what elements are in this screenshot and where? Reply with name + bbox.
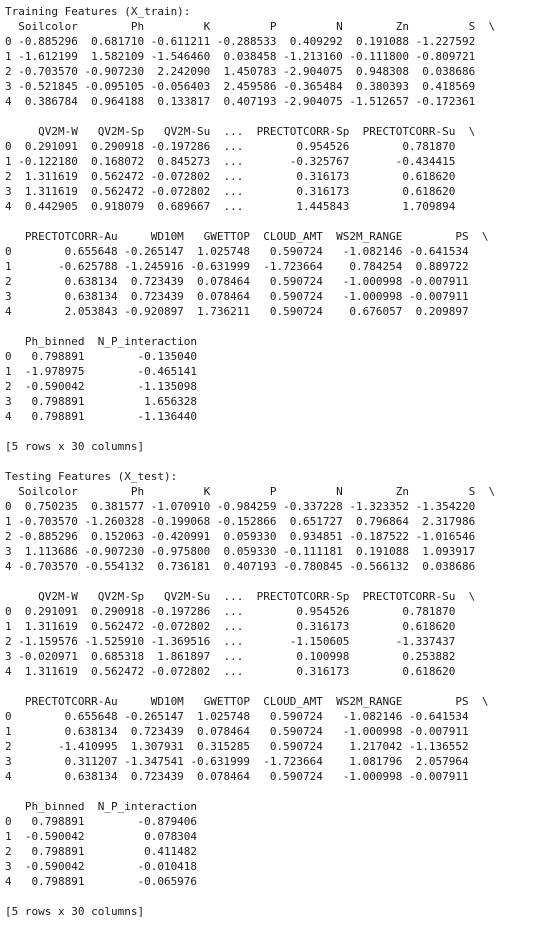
output-line: 3 1.113686 -0.907230 -0.975800 0.059330 -0.111181 0.191088 1.093917 [5,545,476,558]
blank-line [5,424,551,439]
output-line: Testing Features (X_test): [5,470,178,483]
output-line: 0 -0.885296 0.681710 -0.611211 -0.288533 0.409292 0.191088 -1.227592 [5,35,476,48]
blank-line [5,109,551,124]
output-line: 3 0.311207 -1.347541 -0.631999 -1.723664 1.081796 2.057964 [5,755,469,768]
output-line: 4 0.442905 0.918079 0.689667 ... 1.445843 1.709894 [5,200,456,213]
output-line: 3 1.311619 0.562472 -0.072802 ... 0.316173 0.618620 [5,185,456,198]
output-line: 0 0.655648 -0.265147 1.025748 0.590724 -1.082146 -0.641534 [5,245,469,258]
output-line: 1 -1.612199 1.582109 -1.546460 0.038458 -1.213160 -0.111800 -0.809721 [5,50,476,63]
output-line: 2 -0.703570 -0.907230 2.242090 1.450783 -2.904075 0.948308 0.038686 [5,65,476,78]
output-line: 2 0.638134 0.723439 0.078464 0.590724 -1.000998 -0.007911 [5,275,469,288]
output-line: 2 -0.590042 -1.135098 [5,380,198,393]
output-line: 4 -0.703570 -0.554132 0.736181 0.407193 -0.780845 -0.566132 0.038686 [5,560,476,573]
output-line: 2 -1.159576 -1.525910 -1.369516 ... -1.150605 -1.337437 [5,635,456,648]
output-line: Soilcolor Ph K P N Zn S \ [5,485,496,498]
blank-line [5,454,551,469]
output-line: 2 1.311619 0.562472 -0.072802 ... 0.316173 0.618620 [5,170,456,183]
output-line: 4 0.798891 -0.065976 [5,875,198,888]
output-line: [5 rows x 30 columns] [5,905,145,918]
output-line: Ph_binned N_P_interaction [5,800,198,813]
output-line: 1 -1.978975 -0.465141 [5,365,198,378]
output-line: 2 -0.885296 0.152063 -0.420991 0.059330 0.934851 -0.187522 -1.016546 [5,530,476,543]
output-line: 0 0.750235 0.381577 -1.070910 -0.984259 -0.337228 -1.323352 -1.354220 [5,500,476,513]
blank-line [5,319,551,334]
output-line: 2 0.798891 0.411482 [5,845,198,858]
output-line: 1 -0.122180 0.168072 0.845273 ... -0.325767 -0.434415 [5,155,456,168]
output-line: 3 -0.590042 -0.010418 [5,860,198,873]
output-line: Training Features (X_train): [5,5,191,18]
output-line: 4 1.311619 0.562472 -0.072802 ... 0.316173 0.618620 [5,665,456,678]
output-line: 0 0.655648 -0.265147 1.025748 0.590724 -1.082146 -0.641534 [5,710,469,723]
output-line: 2 -1.410995 1.307931 0.315285 0.590724 1.217042 -1.136552 [5,740,469,753]
output-line: 3 -0.020971 0.685318 1.861897 ... 0.100998 0.253882 [5,650,456,663]
output-line: 1 1.311619 0.562472 -0.072802 ... 0.316173 0.618620 [5,620,456,633]
output-line: 1 0.638134 0.723439 0.078464 0.590724 -1.000998 -0.007911 [5,725,469,738]
blank-line [5,574,551,589]
output-line: 0 0.798891 -0.135040 [5,350,198,363]
output-line: [5 rows x 30 columns] [5,440,145,453]
output-line: 0 0.291091 0.290918 -0.197286 ... 0.954526 0.781870 [5,140,456,153]
blank-line [5,214,551,229]
output-line: 3 0.798891 1.656328 [5,395,198,408]
output-line: 1 -0.625788 -1.245916 -0.631999 -1.723664 0.784254 0.889722 [5,260,469,273]
output-line: Soilcolor Ph K P N Zn S \ [5,20,496,33]
output-line: 1 -0.590042 0.078304 [5,830,198,843]
blank-line [5,784,551,799]
output-line: 3 0.638134 0.723439 0.078464 0.590724 -1.000998 -0.007911 [5,290,469,303]
output-line: QV2M-W QV2M-Sp QV2M-Su ... PRECTOTCORR-Sp PRECTOTCORR-Su \ [5,125,476,138]
output-line: 0 0.291091 0.290918 -0.197286 ... 0.954526 0.781870 [5,605,456,618]
output-line: 3 -0.521845 -0.095105 -0.056403 2.459586 -0.365484 0.380393 0.418569 [5,80,476,93]
blank-line [5,679,551,694]
output-line: 1 -0.703570 -1.260328 -0.199068 -0.152866 0.651727 0.796864 2.317986 [5,515,476,528]
output-line: PRECTOTCORR-Au WD10M GWETTOP CLOUD_AMT WS2M_RANGE PS \ [5,230,489,243]
output-line: 4 0.638134 0.723439 0.078464 0.590724 -1.000998 -0.007911 [5,770,469,783]
output-line: Ph_binned N_P_interaction [5,335,198,348]
output-line: 0 0.798891 -0.879406 [5,815,198,828]
output-line: 4 0.386784 0.964188 0.133817 0.407193 -2.904075 -1.512657 -0.172361 [5,95,476,108]
blank-line [5,889,551,904]
output-line: QV2M-W QV2M-Sp QV2M-Su ... PRECTOTCORR-Sp PRECTOTCORR-Su \ [5,590,476,603]
output-line: 4 2.053843 -0.920897 1.736211 0.590724 0.676057 0.209897 [5,305,469,318]
output-line: 4 0.798891 -1.136440 [5,410,198,423]
output-line: PRECTOTCORR-Au WD10M GWETTOP CLOUD_AMT WS2M_RANGE PS \ [5,695,489,708]
